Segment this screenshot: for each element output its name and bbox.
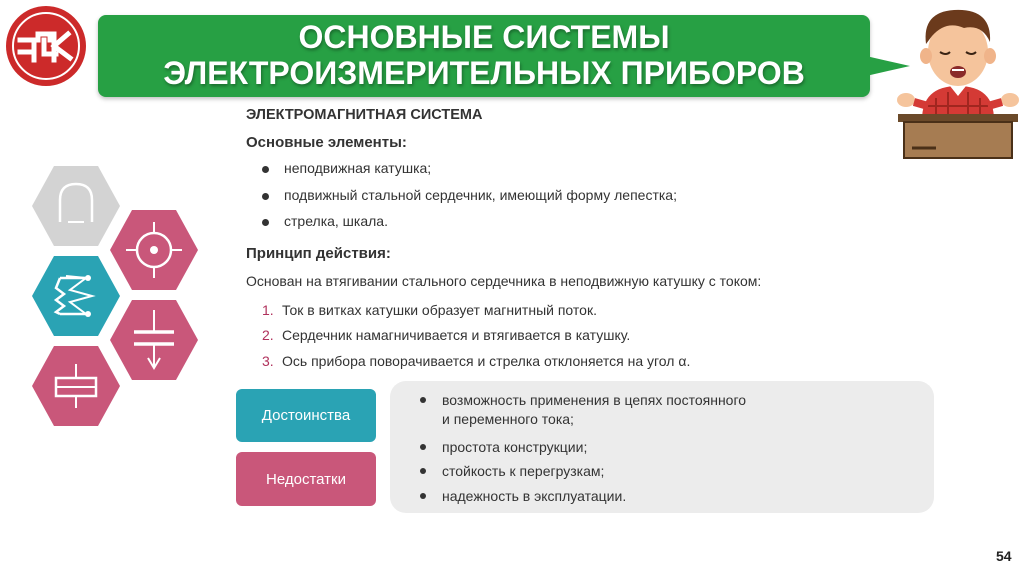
title-line-2: ЭЛЕКТРОИЗМЕРИТЕЛЬНЫХ ПРИБОРОВ [163,55,805,91]
page-number: 54 [996,548,1012,564]
list-item: 3. Ось прибора поворачивается и стрелка отклоняется на угол α. [262,353,691,369]
title-line-1: ОСНОВНЫЕ СИСТЕМЫ [298,19,670,55]
hexagon-icons [26,160,212,442]
bullet-icon [262,193,269,200]
bullet-icon [420,493,426,499]
elements-heading: Основные элементы: [246,134,407,151]
logo-icon [4,4,88,88]
advantages-button[interactable]: Достоинства [236,389,376,442]
bullet-icon [420,444,426,450]
system-title: ЭЛЕКТРОМАГНИТНАЯ СИСТЕМА [246,107,483,123]
teacher-illustration [892,2,1024,162]
principle-heading: Принцип действия: [246,245,391,262]
bullet-icon [420,468,426,474]
bullet-icon [262,166,269,173]
list-item: 1. Ток в витках катушки образует магнитный поток. [262,302,597,318]
bullet-icon [262,219,269,226]
list-item: 2. Сердечник намагничивается и втягивается в катушку. [262,327,631,343]
principle-intro: Основан на втягивании стального сердечника в неподвижную катушку с током: [246,273,762,289]
disadvantages-button[interactable]: Недостатки [236,452,376,506]
title-banner [98,15,870,97]
bullet-icon [420,397,426,403]
